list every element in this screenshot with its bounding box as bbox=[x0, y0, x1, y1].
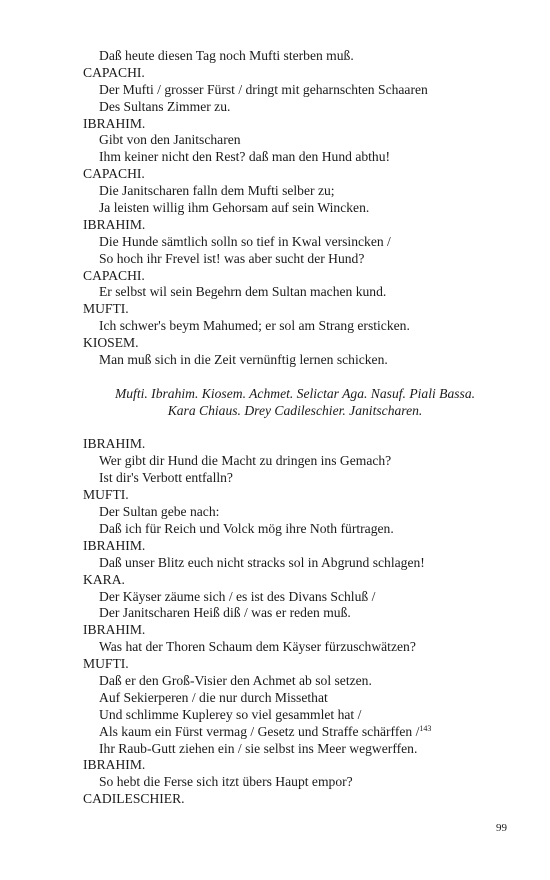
line-text: CAPACHI. bbox=[83, 267, 145, 283]
line-text: Auf Sekierperen / die nur durch Missethat bbox=[99, 689, 328, 705]
speaker-name bbox=[0, 572, 550, 589]
speaker-name bbox=[0, 335, 550, 352]
speaker-name bbox=[0, 487, 550, 504]
line-text: Er selbst wil sein Begehrn dem Sultan machen kund. bbox=[99, 284, 387, 300]
line-text: Kara Chiaus. Drey Cadileschier. Janitscharen. bbox=[167, 402, 423, 418]
stage-direction bbox=[0, 403, 550, 420]
verse-line bbox=[0, 183, 550, 200]
line-text: Wer gibt dir Hund die Macht zu dringen ins Gemach? bbox=[99, 453, 392, 469]
line-text: Ich schwer's beym Mahumed; er sol am Strang ersticken. bbox=[99, 318, 410, 334]
verse-line bbox=[0, 605, 550, 622]
speaker-name bbox=[0, 656, 550, 673]
line-text: Die Janitscharen falln dem Mufti selber zu; bbox=[99, 183, 335, 199]
verse-line bbox=[0, 132, 550, 149]
verse-line bbox=[0, 352, 550, 369]
line-text: CAPACHI. bbox=[83, 64, 145, 80]
line-text: So hoch ihr Frevel ist! was aber sucht der Hund? bbox=[99, 250, 365, 266]
line-text: So hebt die Ferse sich itzt übers Haupt empor? bbox=[99, 774, 353, 790]
speaker-name bbox=[0, 436, 550, 453]
speaker-name bbox=[0, 791, 550, 808]
verse-line bbox=[0, 284, 550, 301]
speaker-name bbox=[0, 757, 550, 774]
line-text: Daß ich für Reich und Volck mög ihre Noth fürtragen. bbox=[99, 520, 394, 536]
line-text: IBRAHIM. bbox=[83, 216, 146, 232]
line-text: Mufti. Ibrahim. Kiosem. Achmet. Selictar Aga. Nasuf. Piali Bassa. bbox=[114, 385, 476, 401]
verse-line bbox=[0, 707, 550, 724]
verse-line bbox=[0, 690, 550, 707]
verse-line bbox=[0, 251, 550, 268]
speaker-name bbox=[0, 538, 550, 555]
verse-line bbox=[0, 673, 550, 690]
line-text: MUFTI. bbox=[83, 656, 129, 672]
page-number: 99 bbox=[496, 822, 507, 834]
line-text: KIOSEM. bbox=[83, 335, 139, 351]
drama-text bbox=[0, 48, 550, 808]
line-text: IBRAHIM. bbox=[83, 537, 146, 553]
line-text: MUFTI. bbox=[83, 487, 129, 503]
line-text: Der Janitscharen Heiß diß / was er reden muß. bbox=[99, 605, 351, 621]
line-text: KARA. bbox=[83, 571, 125, 587]
verse-line bbox=[0, 639, 550, 656]
line-text: Des Sultans Zimmer zu. bbox=[99, 98, 231, 114]
verse-line bbox=[0, 504, 550, 521]
line-text: Daß heute diesen Tag noch Mufti sterben muß. bbox=[99, 48, 354, 63]
line-text: IBRAHIM. bbox=[83, 757, 146, 773]
verse-line bbox=[0, 470, 550, 487]
line-text: Daß er den Groß-Visier den Achmet ab sol setzen. bbox=[99, 672, 372, 688]
speaker-name bbox=[0, 301, 550, 318]
line-text: Der Sultan gebe nach: bbox=[99, 504, 220, 520]
blank-line bbox=[0, 420, 550, 437]
blank-line bbox=[0, 369, 550, 386]
speaker-name bbox=[0, 116, 550, 133]
verse-line bbox=[0, 99, 550, 116]
verse-line bbox=[0, 149, 550, 166]
line-text: Der Mufti / grosser Fürst / dringt mit geharnschten Schaaren bbox=[99, 81, 428, 97]
line-text: Der Käyser zäume sich / es ist des Divans Schluß / bbox=[99, 588, 376, 604]
verse-line bbox=[0, 589, 550, 606]
verse-line bbox=[0, 741, 550, 758]
verse-line bbox=[0, 318, 550, 335]
verse-line bbox=[0, 453, 550, 470]
verse-line bbox=[0, 555, 550, 572]
line-note-number: 143 bbox=[419, 723, 432, 733]
line-text: CADILESCHIER. bbox=[83, 791, 185, 807]
speaker-name bbox=[0, 65, 550, 82]
verse-line bbox=[0, 774, 550, 791]
line-text: IBRAHIM. bbox=[83, 622, 146, 638]
verse-line bbox=[0, 48, 550, 65]
stage-direction bbox=[0, 386, 550, 403]
line-text: Die Hunde sämtlich solln so tief in Kwal versincken / bbox=[99, 233, 391, 249]
line-text: IBRAHIM. bbox=[83, 436, 146, 452]
speaker-name bbox=[0, 622, 550, 639]
line-text: Daß unser Blitz euch nicht stracks sol in Abgrund schlagen! bbox=[99, 554, 425, 570]
line-text: Gibt von den Janitscharen bbox=[99, 132, 241, 148]
verse-line bbox=[0, 82, 550, 99]
line-text: Als kaum ein Fürst vermag / Gesetz und Straffe schärffen / bbox=[99, 723, 420, 739]
verse-line bbox=[0, 724, 550, 741]
verse-line bbox=[0, 234, 550, 251]
line-text: Ist dir's Verbott entfalln? bbox=[99, 470, 233, 486]
verse-line bbox=[0, 200, 550, 217]
line-text: IBRAHIM. bbox=[83, 115, 146, 131]
line-text: Was hat der Thoren Schaum dem Käyser fürzuschwätzen? bbox=[99, 639, 416, 655]
verse-line bbox=[0, 521, 550, 538]
line-text: Ihr Raub-Gutt ziehen ein / sie selbst ins Meer wegwerffen. bbox=[99, 740, 418, 756]
line-text: MUFTI. bbox=[83, 301, 129, 317]
line-text: Ja leisten willig ihm Gehorsam auf sein Wincken. bbox=[99, 200, 370, 216]
line-text: Ihm keiner nicht den Rest? daß man den Hund abthu! bbox=[99, 149, 391, 165]
speaker-name bbox=[0, 166, 550, 183]
line-text: CAPACHI. bbox=[83, 166, 145, 182]
line-text: Man muß sich in die Zeit vernünftig lernen schicken. bbox=[99, 352, 388, 368]
line-text: Und schlimme Kuplerey so viel gesammlet hat / bbox=[99, 706, 362, 722]
speaker-name bbox=[0, 217, 550, 234]
speaker-name bbox=[0, 268, 550, 285]
